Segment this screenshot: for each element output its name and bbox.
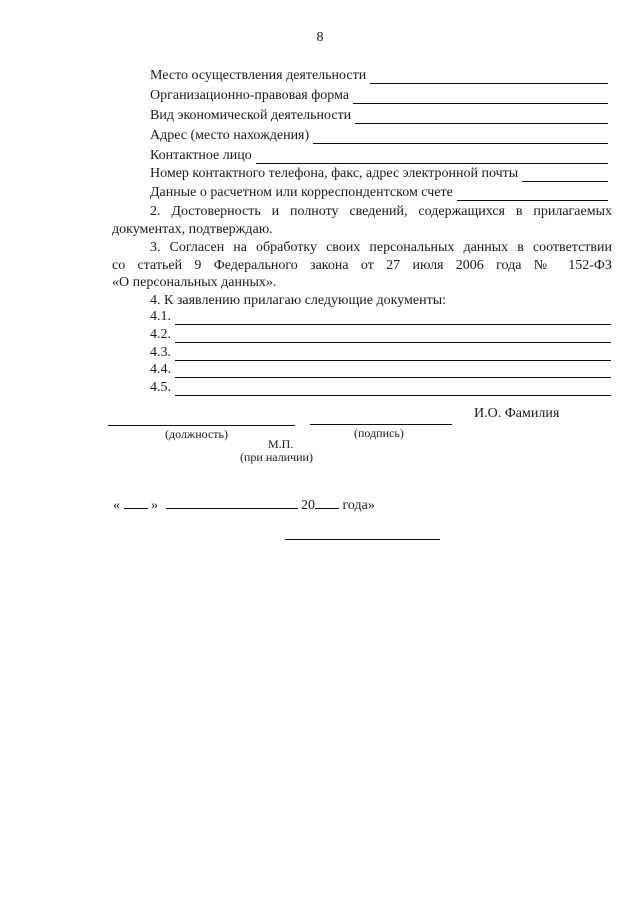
paragraph-4: 4. К заявлению прилагаю следующие документы:: [150, 293, 447, 308]
document-number: 4.4.: [150, 362, 171, 377]
field-contact-person[interactable]: [150, 146, 608, 164]
field-bank-account[interactable]: [150, 183, 608, 201]
document-row[interactable]: [150, 327, 611, 343]
document-line: [175, 330, 611, 343]
stamp-label: М.П.: [268, 437, 294, 451]
field-economic-activity[interactable]: [150, 106, 608, 124]
field-line: [353, 90, 608, 104]
document-number: 4.1.: [150, 309, 171, 324]
field-address[interactable]: [150, 126, 608, 144]
month-blank[interactable]: [166, 496, 298, 509]
field-label: Данные о расчетном или корреспондентском счете: [150, 185, 453, 200]
signature-caption: (подпись): [354, 426, 404, 440]
document-line: [175, 312, 611, 325]
field-line: [313, 130, 608, 144]
date-open-quote: «: [113, 498, 120, 513]
document-row[interactable]: [150, 345, 611, 361]
document-line: [175, 365, 611, 378]
field-line: [256, 150, 608, 164]
paragraph-2-line-2: документах, подтверждаю.: [112, 222, 273, 237]
document-row[interactable]: [150, 380, 611, 396]
final-line[interactable]: [285, 539, 440, 540]
document-number: 4.3.: [150, 345, 171, 360]
year-blank[interactable]: [315, 496, 339, 509]
field-label: Номер контактного телефона, факс, адрес электронной почты: [150, 166, 519, 181]
field-line: [522, 168, 608, 182]
position-caption: (должность): [165, 427, 228, 441]
paragraph-3-line-1: 3. Согласен на обработку своих персональных данных в соответствии: [150, 240, 612, 255]
year-suffix: года»: [342, 498, 375, 513]
field-label: Адрес (место нахождения): [150, 128, 310, 143]
field-line: [457, 187, 608, 201]
year-prefix: 20: [301, 498, 315, 513]
field-label: Контактное лицо: [150, 148, 252, 163]
field-label: Место осуществления деятельности: [150, 68, 367, 83]
signature-line[interactable]: [310, 424, 452, 425]
document-row[interactable]: [150, 309, 611, 325]
paragraph-3-line-3: «О персональных данных».: [112, 275, 277, 290]
paragraph-2-line-1: 2. Достоверность и полноту сведений, содержащихся в прилагаемых: [150, 204, 612, 219]
document-row[interactable]: [150, 362, 611, 378]
position-line[interactable]: [108, 425, 295, 426]
stamp-note: (при наличии): [240, 450, 313, 464]
field-legal-form[interactable]: [150, 86, 608, 104]
signer-name: И.О. Фамилия: [474, 406, 560, 421]
field-label: Организационно-правовая форма: [150, 88, 350, 103]
document-number: 4.5.: [150, 380, 171, 395]
field-label: Вид экономической деятельности: [150, 108, 352, 123]
page-number: 8: [316, 30, 324, 45]
paragraph-3-line-2: со статьей 9 Федерального закона от 27 июля 2006 года № 152-ФЗ: [112, 258, 612, 273]
field-line: [370, 70, 608, 84]
date-row[interactable]: [113, 496, 375, 514]
document-line: [175, 348, 611, 361]
field-phone-fax-email[interactable]: [150, 164, 608, 182]
document-line: [175, 383, 611, 396]
field-activity-place[interactable]: [150, 66, 608, 84]
date-close-quote: »: [151, 498, 158, 513]
document-number: 4.2.: [150, 327, 171, 342]
field-line: [355, 110, 608, 124]
day-blank[interactable]: [124, 496, 148, 509]
